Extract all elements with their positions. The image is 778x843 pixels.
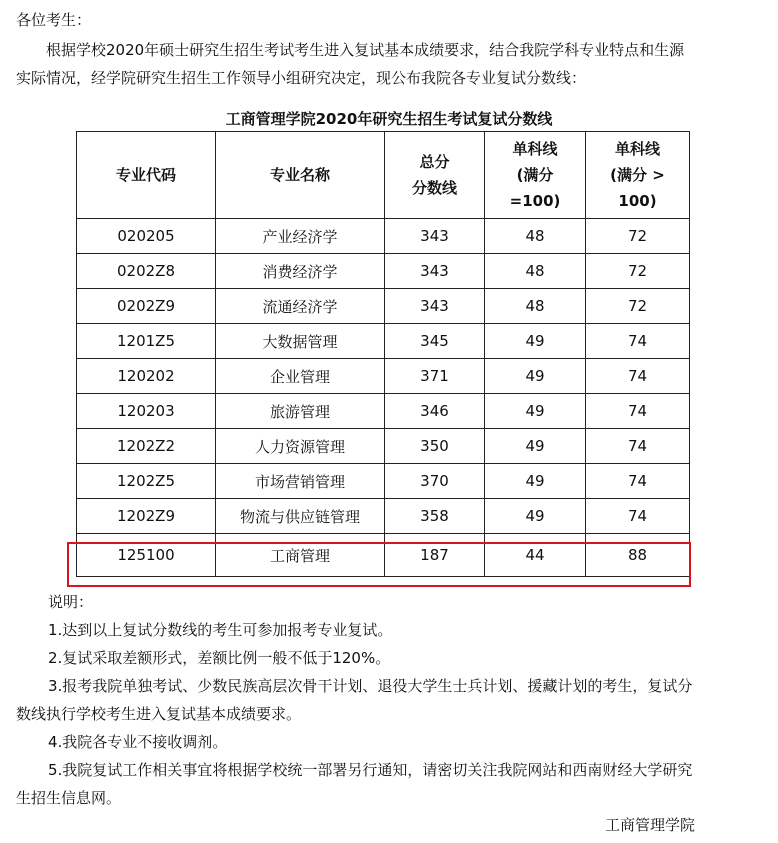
cell-single-100: 49 bbox=[485, 394, 586, 429]
signature: 工商管理学院 bbox=[605, 816, 696, 834]
cell-code: 020205 bbox=[77, 219, 216, 254]
note-3-line-1: 3.报考我院单独考试、少数民族高层次骨干计划、退役大学生士兵计划、援藏计划的考生，复试分 bbox=[48, 677, 693, 695]
table-row bbox=[77, 324, 690, 359]
cell-name: 产业经济学 bbox=[216, 219, 385, 254]
cell-code: 125100 bbox=[77, 534, 216, 577]
cell-name: 工商管理 bbox=[216, 534, 385, 577]
table-row bbox=[77, 254, 690, 289]
note-2: 2.复试采取差额形式，差额比例一般不低于120%。 bbox=[48, 649, 391, 667]
header-total bbox=[385, 132, 485, 219]
cell-total: 343 bbox=[385, 219, 485, 254]
cell-total: 370 bbox=[385, 464, 485, 499]
cell-single-gt100: 74 bbox=[586, 429, 690, 464]
note-3-line-2: 数线执行学校考生进入复试基本成绩要求。 bbox=[16, 705, 302, 723]
cell-total: 371 bbox=[385, 359, 485, 394]
cell-single-gt100: 72 bbox=[586, 219, 690, 254]
cell-single-100: 48 bbox=[485, 219, 586, 254]
header-single-100-line-1: 单科线 bbox=[512, 140, 558, 158]
table-row bbox=[77, 219, 690, 254]
cell-single-100: 48 bbox=[485, 289, 586, 324]
intro-line-2: 实际情况，经学院研究生招生工作领导小组研究决定，现公布我院各专业复试分数线： bbox=[16, 69, 587, 87]
cell-single-gt100: 74 bbox=[586, 394, 690, 429]
cell-code: 0202Z9 bbox=[77, 289, 216, 324]
header-single-100-line-3: =100) bbox=[509, 192, 561, 210]
note-1: 1.达到以上复试分数线的考生可参加报考专业复试。 bbox=[48, 621, 393, 639]
cell-code: 120202 bbox=[77, 359, 216, 394]
cell-single-gt100: 74 bbox=[586, 464, 690, 499]
cell-name: 市场营销管理 bbox=[216, 464, 385, 499]
header-single-gt100 bbox=[586, 132, 690, 219]
cell-single-100: 49 bbox=[485, 499, 586, 534]
cell-total: 358 bbox=[385, 499, 485, 534]
cell-single-100: 49 bbox=[485, 359, 586, 394]
cell-total: 345 bbox=[385, 324, 485, 359]
table-row-highlighted bbox=[77, 534, 690, 577]
header-total-line-2: 分数线 bbox=[411, 179, 457, 197]
cell-single-100: 48 bbox=[485, 254, 586, 289]
header-single-100-line-2: (满分 bbox=[516, 166, 554, 184]
cell-single-100: 44 bbox=[485, 534, 586, 577]
cell-total: 343 bbox=[385, 254, 485, 289]
score-table bbox=[76, 131, 690, 577]
cell-name: 大数据管理 bbox=[216, 324, 385, 359]
intro-line-1: 根据学校2020年硕士研究生招生考试考生进入复试基本成绩要求，结合我院学科专业特点和生源 bbox=[46, 41, 685, 59]
header-single-100 bbox=[485, 132, 586, 219]
table-row bbox=[77, 394, 690, 429]
table-row bbox=[77, 289, 690, 324]
table-header-row bbox=[77, 132, 690, 219]
cell-single-gt100: 74 bbox=[586, 359, 690, 394]
cell-code: 1202Z5 bbox=[77, 464, 216, 499]
cell-single-gt100: 72 bbox=[586, 254, 690, 289]
cell-total: 343 bbox=[385, 289, 485, 324]
cell-name: 旅游管理 bbox=[216, 394, 385, 429]
cell-single-gt100: 88 bbox=[586, 534, 690, 577]
table-row bbox=[77, 464, 690, 499]
note-5-line-1: 5.我院复试工作相关事宜将根据学校统一部署另行通知，请密切关注我院网站和西南财经大学研究 bbox=[48, 761, 693, 779]
cell-code: 120203 bbox=[77, 394, 216, 429]
cell-code: 1202Z9 bbox=[77, 499, 216, 534]
table-title: 工商管理学院2020年研究生招生考试复试分数线 bbox=[225, 110, 553, 128]
table-row bbox=[77, 499, 690, 534]
table-row bbox=[77, 429, 690, 464]
note-4: 4.我院各专业不接收调剂。 bbox=[48, 733, 228, 751]
header-single-gt100-line-2: (满分 > bbox=[610, 166, 665, 184]
cell-name: 消费经济学 bbox=[216, 254, 385, 289]
header-code: 专业代码 bbox=[77, 132, 216, 219]
cell-name: 企业管理 bbox=[216, 359, 385, 394]
cell-code: 0202Z8 bbox=[77, 254, 216, 289]
notes-heading: 说明： bbox=[48, 593, 94, 611]
cell-total: 187 bbox=[385, 534, 485, 577]
header-single-gt100-line-1: 单科线 bbox=[614, 140, 660, 158]
cell-name: 人力资源管理 bbox=[216, 429, 385, 464]
cell-single-gt100: 72 bbox=[586, 289, 690, 324]
cell-total: 350 bbox=[385, 429, 485, 464]
cell-single-100: 49 bbox=[485, 464, 586, 499]
cell-name: 物流与供应链管理 bbox=[216, 499, 385, 534]
cell-single-gt100: 74 bbox=[586, 324, 690, 359]
note-5-line-2: 生招生信息网。 bbox=[16, 789, 122, 807]
table-row bbox=[77, 359, 690, 394]
cell-total: 346 bbox=[385, 394, 485, 429]
cell-single-gt100: 74 bbox=[586, 499, 690, 534]
cell-single-100: 49 bbox=[485, 324, 586, 359]
header-name: 专业名称 bbox=[216, 132, 385, 219]
header-single-gt100-line-3: 100) bbox=[618, 192, 657, 210]
cell-code: 1202Z2 bbox=[77, 429, 216, 464]
cell-code: 1201Z5 bbox=[77, 324, 216, 359]
cell-name: 流通经济学 bbox=[216, 289, 385, 324]
cell-single-100: 49 bbox=[485, 429, 586, 464]
header-total-line-1: 总分 bbox=[419, 153, 450, 171]
greeting: 各位考生： bbox=[16, 11, 92, 29]
